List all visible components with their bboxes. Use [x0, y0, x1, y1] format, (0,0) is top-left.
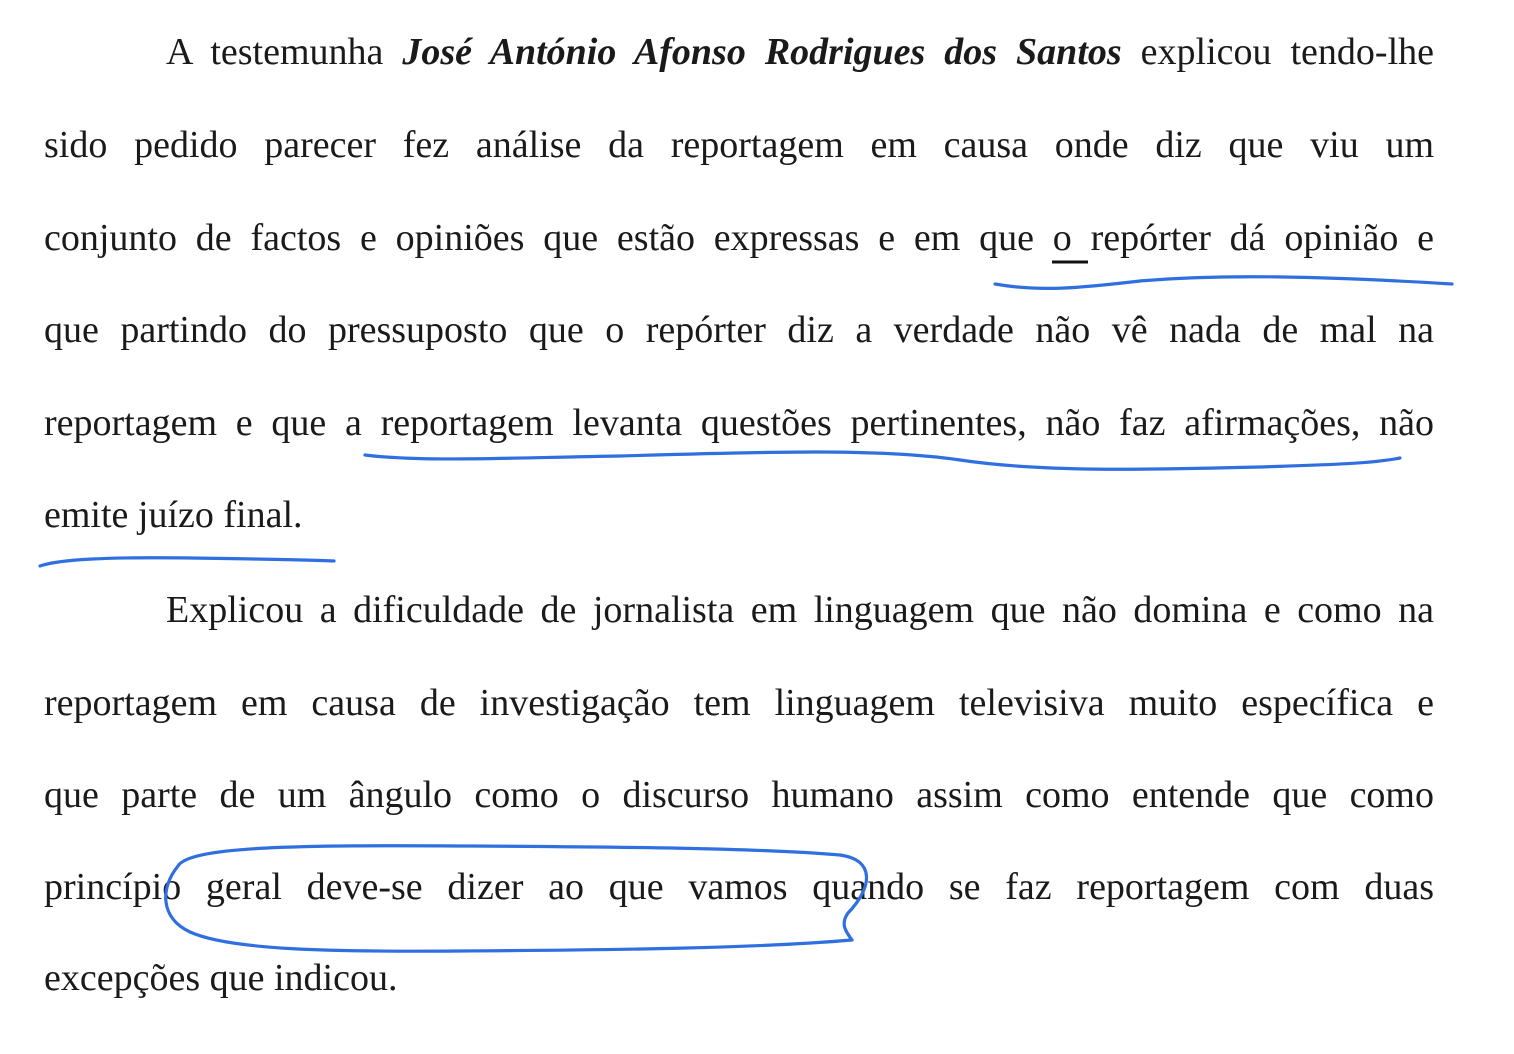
paragraph-1-line-5: reportagem e que a reportagem levanta questões pertinentes, não faz afirmações, não — [44, 402, 1434, 444]
paragraph-1-line-1 — [166, 29, 1434, 75]
underline-annotation-reporter-opinion — [995, 277, 1452, 289]
paragraph-1-line-3: conjunto de factos e opiniões que estão expressas e em que o repórter dá opinião e — [44, 217, 1434, 259]
paragraph-1-line-6: emite juízo final. — [44, 494, 303, 536]
paragraph-1-intro: A testemunha — [166, 31, 384, 73]
witness-name: José António Afonso Rodrigues dos Santos — [402, 31, 1122, 73]
paragraph-2-line-5: excepções que indicou. — [44, 957, 398, 999]
paragraph-2-line-3: que parte de um ângulo como o discurso humano assim como entende que como — [44, 774, 1434, 816]
paragraph-2-line-4: princípio geral deve-se dizer ao que vamos quando se faz reportagem com duas — [44, 866, 1434, 908]
paragraph-2-line-2: reportagem em causa de investigação tem linguagem televisiva muito específica e — [44, 682, 1434, 724]
paragraph-1-line-2: sido pedido parecer fez análise da reportagem em causa onde diz que viu um — [44, 124, 1434, 166]
underline-annotation-reportagem-levanta — [365, 452, 1400, 469]
paragraph-1-line-4: que partindo do pressuposto que o repórter diz a verdade não vê nada de mal na — [44, 309, 1434, 351]
underline-annotation-emite-juizo — [40, 558, 334, 566]
paragraph-2-line-1: Explicou a dificuldade de jornalista em linguagem que não domina e como na — [166, 589, 1434, 631]
paragraph-1-line-1-rest: explicou tendo-lhe — [1140, 31, 1434, 73]
